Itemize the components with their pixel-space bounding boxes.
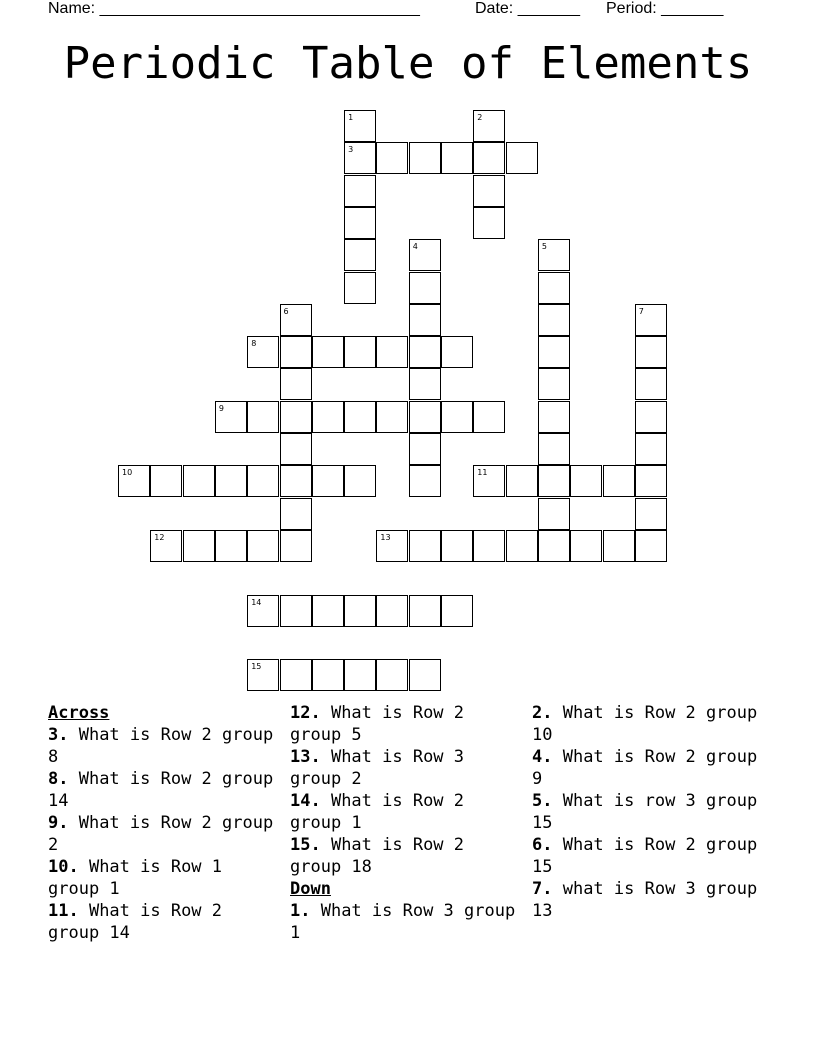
grid-cell[interactable] [247,401,279,433]
grid-cell[interactable] [247,595,279,627]
grid-cell[interactable] [215,465,247,497]
grid-cell[interactable] [473,110,505,142]
clue-number-label: 15 [251,662,262,672]
period-field-label[interactable]: Period: _______ [606,0,724,17]
clue-number: 4. [532,747,553,767]
clue-text: What is Row 2 group 14 [48,901,223,943]
grid-cell[interactable] [409,336,441,368]
clue-item [48,812,283,856]
across-heading: Across [48,703,110,723]
grid-cell[interactable] [312,401,344,433]
clue-number-label: 2 [477,113,483,122]
clue-item [48,856,283,900]
grid-cell[interactable] [538,465,570,497]
grid-cell[interactable] [280,336,312,368]
grid-cell[interactable] [473,207,505,239]
grid-cell[interactable] [409,401,441,433]
page-title: Periodic Table of Elements [63,38,753,89]
grid-cell[interactable] [473,401,505,433]
grid-cell[interactable] [473,530,505,562]
grid-cell[interactable] [538,368,570,400]
clue-number: 1. [290,901,311,921]
clue-number: 11. [48,901,79,921]
grid-cell[interactable] [635,304,667,336]
across-clues-list [48,724,283,944]
grid-cell[interactable] [538,433,570,465]
clue-number-label: 14 [251,597,262,607]
clue-item [290,900,525,944]
clue-number: 9. [48,813,69,833]
grid-cell[interactable] [409,595,441,627]
grid-cell[interactable] [441,530,473,562]
grid-cell[interactable] [409,368,441,400]
grid-cell[interactable] [344,401,376,433]
grid-cell[interactable] [409,465,441,497]
clue-number-label: 1 [348,113,354,122]
clue-text: What is Row 2 group 2 [48,813,274,855]
grid-cell[interactable] [635,401,667,433]
grid-cell[interactable] [312,595,344,627]
grid-cell[interactable] [409,530,441,562]
clue-text: What is Row 2 group 9 [532,747,758,789]
grid-cell[interactable] [344,239,376,271]
grid-cell[interactable] [280,465,312,497]
clue-text: What is Row 2 group 8 [48,725,274,767]
clue-number-label: 10 [122,468,133,478]
clue-text: what is Row 3 group 13 [532,879,758,921]
grid-cell[interactable] [473,142,505,174]
clue-text: What is Row 2 group 14 [48,769,274,811]
grid-cell[interactable] [312,659,344,691]
grid-cell[interactable] [441,336,473,368]
grid-cell[interactable] [344,142,376,174]
grid-cell[interactable] [409,659,441,691]
clue-item [290,790,525,834]
clue-item [532,834,767,878]
grid-cell[interactable] [247,530,279,562]
grid-cell[interactable] [215,530,247,562]
clue-column-3 [532,702,767,922]
clue-number-label: 9 [218,403,224,413]
grid-cell[interactable] [344,595,376,627]
grid-cell[interactable] [376,336,408,368]
grid-cell[interactable] [118,465,150,497]
clue-text: What is Row 2 group 15 [532,835,758,877]
clue-number: 10. [48,857,79,877]
clue-column-2 [290,702,525,944]
clue-number: 5. [532,791,553,811]
grid-cell[interactable] [376,659,408,691]
grid-cell[interactable] [280,595,312,627]
grid-cell[interactable] [344,110,376,142]
clue-number-label: 8 [251,339,257,349]
grid-cell[interactable] [538,401,570,433]
clue-text: What is Row 3 group 1 [290,901,516,943]
grid-cell[interactable] [409,433,441,465]
grid-cell[interactable] [376,142,408,174]
grid-cell[interactable] [409,304,441,336]
across-clues-list-continued [290,702,525,878]
down-heading: Down [290,879,331,899]
clue-number: 7. [532,879,553,899]
clue-item [290,834,525,878]
grid-cell[interactable] [538,239,570,271]
grid-cell[interactable] [280,401,312,433]
grid-cell[interactable] [376,401,408,433]
grid-cell[interactable] [376,530,408,562]
clue-number-label: 11 [477,468,488,478]
clue-text: What is Row 2 group 18 [290,835,465,877]
clue-number: 14. [290,791,321,811]
grid-cell[interactable] [344,272,376,304]
grid-cell[interactable] [570,530,602,562]
grid-cell[interactable] [150,465,182,497]
clue-number-label: 5 [541,242,547,252]
grid-cell[interactable] [215,401,247,433]
clue-item [532,702,767,746]
clue-number: 2. [532,703,553,723]
grid-cell[interactable] [538,498,570,530]
grid-cell[interactable] [280,304,312,336]
grid-cell[interactable] [635,368,667,400]
grid-cell[interactable] [312,465,344,497]
grid-cell[interactable] [280,530,312,562]
grid-cell[interactable] [506,530,538,562]
clue-number: 13. [290,747,321,767]
clue-number-label: 7 [638,306,644,316]
grid-cell[interactable] [635,530,667,562]
grid-cell[interactable] [247,465,279,497]
grid-cell[interactable] [312,336,344,368]
clue-text: What is Row 2 group 5 [290,703,465,745]
grid-cell[interactable] [376,595,408,627]
grid-cell[interactable] [183,530,215,562]
grid-cell[interactable] [409,239,441,271]
clue-number: 15. [290,835,321,855]
grid-cell[interactable] [280,659,312,691]
grid-cell[interactable] [150,530,182,562]
grid-cell[interactable] [280,433,312,465]
down-clues-list-continued [532,702,767,922]
clue-number-label: 13 [380,532,391,542]
grid-cell[interactable] [538,530,570,562]
grid-cell[interactable] [247,659,279,691]
grid-cell[interactable] [280,368,312,400]
clue-number-label: 12 [154,532,165,542]
clue-number: 8. [48,769,69,789]
clue-text: What is Row 2 group 1 [290,791,465,833]
clue-text: What is Row 1 group 1 [48,857,223,899]
clue-text: What is Row 2 group 10 [532,703,758,745]
grid-cell[interactable] [409,142,441,174]
grid-cell[interactable] [344,175,376,207]
grid-cell[interactable] [635,498,667,530]
clue-item [290,746,525,790]
clue-number: 12. [290,703,321,723]
date-field-label[interactable]: Date: _______ [475,0,580,17]
clue-item [48,724,283,768]
name-field-label[interactable]: Name: ____________________________________ [48,0,420,17]
grid-cell[interactable] [635,336,667,368]
grid-cell[interactable] [183,465,215,497]
clue-item [48,900,283,944]
clue-item [48,768,283,812]
clue-number-label: 3 [348,145,354,155]
grid-cell[interactable] [344,659,376,691]
clue-item [290,702,525,746]
grid-cell[interactable] [344,207,376,239]
grid-cell[interactable] [344,465,376,497]
clue-number: 6. [532,835,553,855]
grid-cell[interactable] [538,336,570,368]
grid-cell[interactable] [441,401,473,433]
grid-cell[interactable] [344,336,376,368]
grid-cell[interactable] [473,175,505,207]
grid-cell[interactable] [635,465,667,497]
grid-cell[interactable] [603,465,635,497]
grid-cell[interactable] [506,465,538,497]
grid-cell[interactable] [409,272,441,304]
grid-cell[interactable] [441,142,473,174]
clue-column-1 [48,702,283,944]
grid-cell[interactable] [247,336,279,368]
grid-cell[interactable] [280,498,312,530]
clue-text: What is row 3 group 15 [532,791,758,833]
clue-text: What is Row 3 group 2 [290,747,465,789]
grid-cell[interactable] [538,272,570,304]
grid-cell[interactable] [635,433,667,465]
clue-item [532,790,767,834]
clue-number: 3. [48,725,69,745]
grid-cell[interactable] [570,465,602,497]
clue-number-label: 6 [283,306,289,316]
grid-cell[interactable] [473,465,505,497]
clue-item [532,878,767,922]
grid-cell[interactable] [441,595,473,627]
clue-item [532,746,767,790]
clue-number-label: 4 [412,242,418,252]
down-clues-list [290,900,525,944]
grid-cell[interactable] [603,530,635,562]
grid-cell[interactable] [538,304,570,336]
grid-cell[interactable] [506,142,538,174]
